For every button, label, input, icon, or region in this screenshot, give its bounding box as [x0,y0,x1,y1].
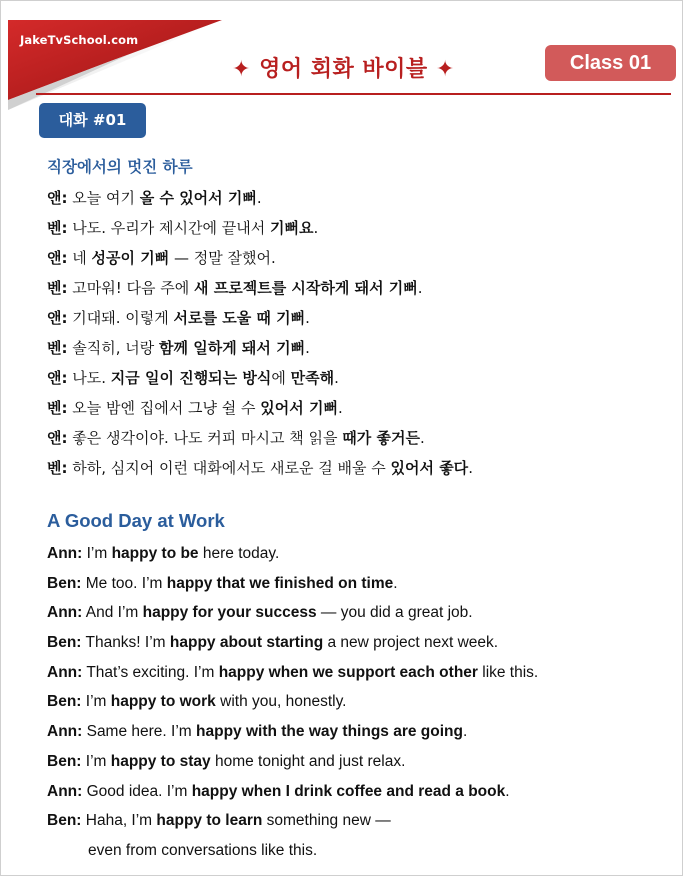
key-phrase: 새 프로젝트를 시작하게 돼서 기뻐 [194,279,418,297]
line-text: — 정말 잘했어. [169,249,276,267]
line-text: Thanks! I’m [81,634,170,652]
line-text: I’m [81,752,111,770]
line-text: And I’m [82,604,143,622]
line-text: 오늘 여기 [67,189,140,207]
line-text: with you, honestly. [215,693,347,711]
dialog-line [47,806,538,836]
dialog-line [47,243,473,273]
speaker-label: 앤: [47,189,68,207]
key-phrase: happy to stay [110,752,211,770]
line-text: . [313,219,319,237]
key-phrase: 기뻐요 [270,219,314,237]
line-text: 좋은 생각이야. 나도 커피 마시고 책 읽을 [67,429,343,447]
key-phrase: happy about starting [169,634,324,652]
dialog-line [47,453,473,483]
speaker-label: 앤: [47,429,68,447]
key-phrase: 서로를 도울 때 기뻐 [173,309,306,327]
key-phrase: 올 수 있어서 기뻐 [139,189,257,207]
page-title: ✦ 영어 회화 바이블 ✦ [232,57,455,82]
speaker-label: 앤: [47,249,68,267]
key-phrase: happy to learn [156,812,263,830]
speaker-label: Ben: [47,752,82,770]
dialog-line [47,183,473,213]
line-text: 나도. 우리가 제시간에 끝내서 [67,219,270,237]
line-text: a new project next week. [323,634,499,652]
line-text: . [393,574,398,592]
key-phrase: happy when we support each other [218,663,478,681]
speaker-label: 벤: [47,219,68,237]
line-text: . [337,399,343,417]
dialog-line [47,658,538,688]
korean-dialog-title: 직장에서의 멋진 하루 [47,158,193,176]
dialog-line [47,303,473,333]
speaker-label: Ben: [47,574,82,592]
line-text: 고마워! 다음 주에 [67,279,195,297]
key-phrase: happy when I drink coffee and read a book [191,782,506,800]
key-phrase: 만족해 [290,369,335,387]
line-text: Haha, I’m [81,812,157,830]
class-badge: Class 01 [545,45,676,81]
line-text: Me too. I’m [81,574,167,592]
line-text: That’s exciting. I’m [82,663,219,681]
dialog-line [47,213,473,243]
speaker-label: Ben: [47,634,82,652]
line-text: . [468,459,473,477]
line-text: something new — [262,812,391,830]
key-phrase: 성공이 기뻐 [91,249,170,267]
line-text: Good idea. I’m [82,782,192,800]
speaker-label: Ann: [47,663,83,681]
speaker-label: 벤: [47,339,68,357]
key-phrase: 있어서 기뻐 [260,399,338,417]
key-phrase: 때가 좋거든 [342,429,420,447]
speaker-label: Ben: [47,812,82,830]
key-phrase: happy to be [111,545,199,562]
dialog-line [47,747,538,777]
line-text: 에 [271,369,291,387]
dialog-line [47,363,473,393]
corner-ribbon-graphic [0,0,230,112]
line-text: . [334,369,339,387]
line-text: 나도. [67,369,111,387]
line-text: — you did a great job. [316,604,473,622]
speaker-label: Ann: [47,782,83,800]
speaker-label: Ann: [47,604,83,622]
dialog-number-badge: 대화 #01 [39,103,146,138]
line-text: here today. [198,545,280,562]
dialog-line-continuation: even from conversations like this. [88,841,318,859]
speaker-label: 벤: [47,459,68,477]
line-text: . [256,189,262,207]
key-phrase: happy with the way things are going [196,723,463,741]
line-text: . [505,782,510,800]
line-text: 네 [67,249,92,267]
dialog-line [47,393,473,423]
line-text: . [462,723,468,741]
line-text: home tonight and just relax. [210,752,406,770]
speaker-label: Ann: [47,545,83,562]
dialog-line [47,423,473,453]
line-text: Same here. I’m [82,723,197,741]
korean-dialog-list [47,183,473,483]
line-text: . [305,339,310,357]
dialog-line [47,333,473,363]
header-divider [36,93,671,95]
line-text: 기대돼. 이렇게 [67,309,174,327]
line-text: . [417,279,423,297]
english-dialog-list [47,539,538,866]
dialog-line [47,569,538,599]
speaker-label: Ben: [47,693,82,711]
speaker-label: 앤: [47,369,68,387]
line-text: I’m [81,693,111,711]
speaker-label: Ann: [47,723,83,741]
dialog-line [47,539,538,569]
line-text: I’m [82,545,112,562]
dialog-line [47,598,538,628]
site-name: JakeTvSchool.com [20,33,139,47]
line-text: 솔직히, 너랑 [67,339,160,357]
speaker-label: 벤: [47,279,68,297]
dialog-line [47,628,538,658]
key-phrase: happy that we finished on time [166,574,394,592]
key-phrase: 지금 일이 진행되는 방식 [110,369,272,387]
dialog-line [47,687,538,717]
line-text: . [419,429,425,447]
line-text: . [305,309,310,327]
dialog-line [47,717,538,747]
line-text: like this. [477,663,539,681]
english-dialog-title: A Good Day at Work [47,510,225,531]
line-text: 오늘 밤엔 집에서 그냥 쉴 수 [67,399,261,417]
dialog-line [47,777,538,807]
key-phrase: happy to work [110,693,216,711]
key-phrase: happy for your success [142,604,317,622]
speaker-label: 앤: [47,309,68,327]
dialog-line [47,273,473,303]
key-phrase: 함께 일하게 돼서 기뻐 [159,339,306,357]
line-text: 하하, 심지어 이런 대화에서도 새로운 걸 배울 수 [67,459,391,477]
key-phrase: 있어서 좋다 [390,459,469,477]
speaker-label: 벤: [47,399,68,417]
